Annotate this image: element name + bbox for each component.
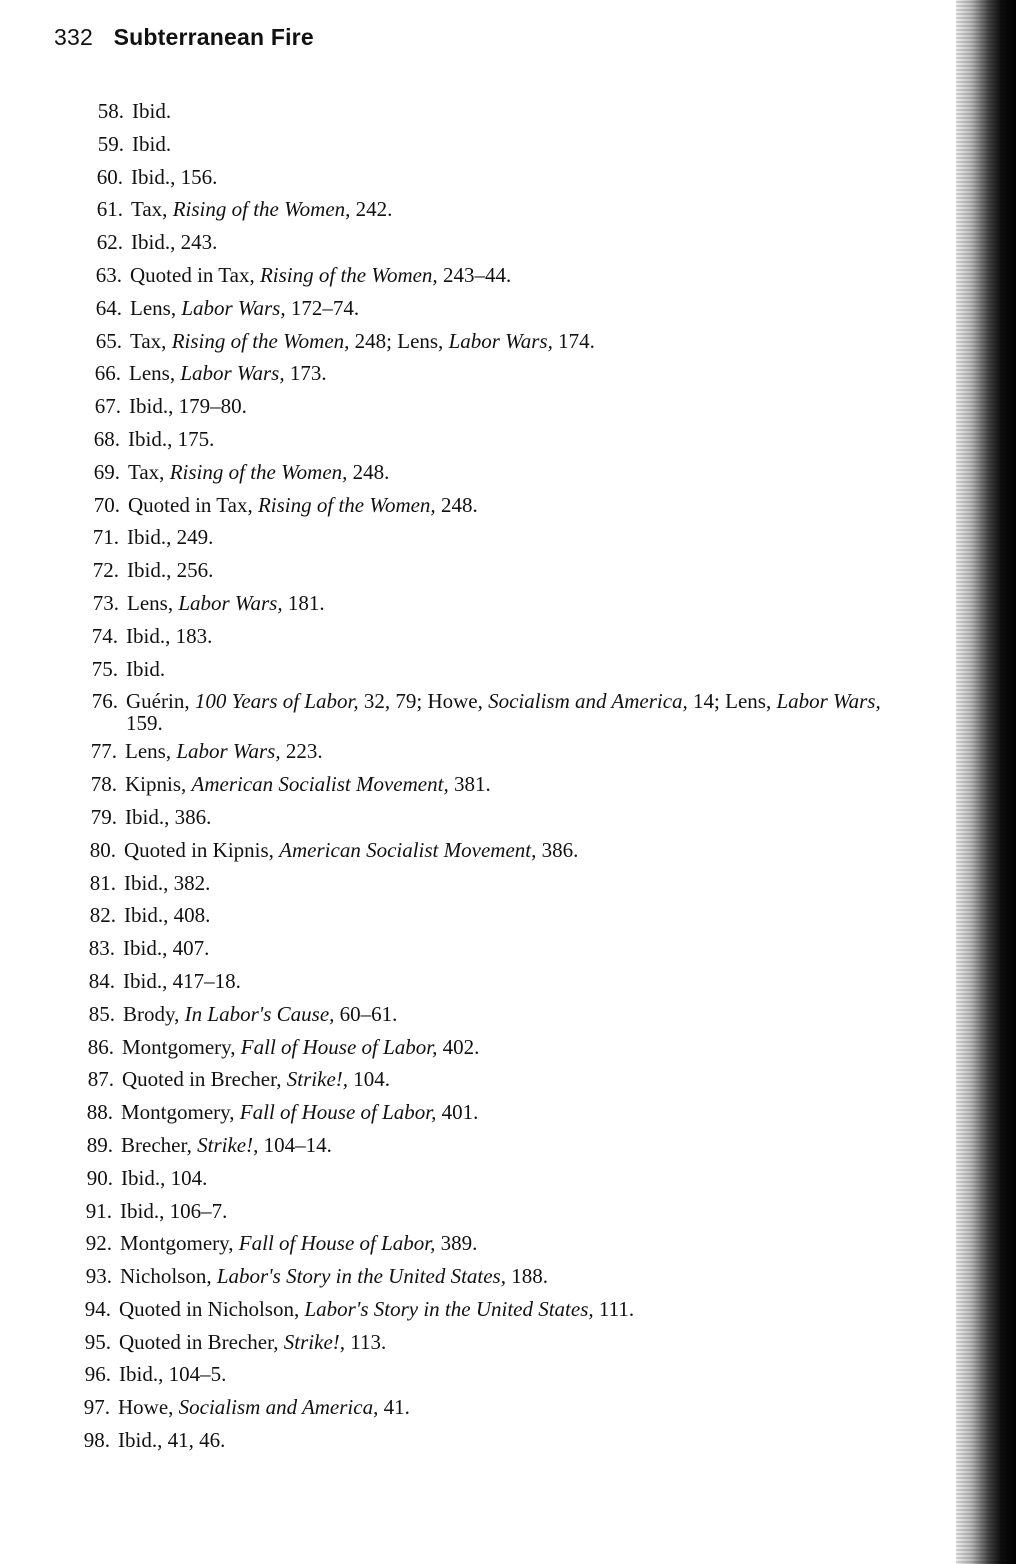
- endnote-number: 72.: [92, 558, 119, 583]
- endnote-title-segment: Labor's Story in the United States,: [216, 1264, 506, 1289]
- endnote-text-segment: Ibid., 407.: [123, 936, 210, 961]
- endnote: [0, 198, 940, 231]
- endnote-text: [118, 1429, 878, 1451]
- endnote-number: 71.: [92, 525, 119, 550]
- scan-edge-shadow: [956, 0, 1016, 1564]
- endnote: [0, 839, 940, 872]
- endnote-text-segment: 111.: [593, 1296, 635, 1321]
- endnote-text: [128, 461, 888, 483]
- endnote-number: 66.: [94, 361, 121, 386]
- endnote-text: [132, 100, 892, 122]
- endnote: [0, 1101, 940, 1134]
- endnote-title-segment: In Labor's Cause,: [184, 1001, 335, 1026]
- endnote: [0, 1003, 940, 1036]
- endnote-text: [125, 773, 885, 795]
- endnote-text-segment: Ibid., 249.: [127, 525, 214, 550]
- endnote: [0, 1429, 940, 1462]
- endnote-number: 89.: [86, 1132, 113, 1157]
- endnote: [0, 133, 940, 166]
- endnote-text-segment: Brecher,: [121, 1132, 198, 1157]
- endnote-text-segment: Tax,: [131, 197, 173, 222]
- endnote-text: [123, 970, 883, 992]
- endnote-text-segment: Lens,: [127, 590, 179, 615]
- endnote-number: 70.: [93, 492, 120, 517]
- endnote-title-segment: Strike!,: [197, 1132, 259, 1157]
- endnote-text: [132, 133, 892, 155]
- endnote-text-segment: Ibid., 106–7.: [120, 1198, 228, 1223]
- endnote-number: 58.: [97, 99, 124, 123]
- endnote-text-segment: 113.: [345, 1329, 387, 1354]
- endnote: [0, 1036, 940, 1069]
- endnote-text-segment: Ibid.: [126, 656, 166, 681]
- endnote-text-segment: Montgomery,: [122, 1034, 241, 1059]
- endnote-text: [126, 625, 886, 647]
- endnote-text: [124, 904, 884, 926]
- endnote-text-segment: Quoted in Kipnis,: [124, 837, 280, 862]
- endnote-text: [128, 494, 888, 516]
- endnote-text: [121, 1134, 881, 1156]
- endnote-text: [120, 1200, 880, 1222]
- endnote-text-segment: 104.: [348, 1067, 391, 1092]
- endnote-number: 61.: [96, 197, 123, 222]
- endnote-text-segment: 32, 79; Howe,: [358, 689, 489, 714]
- endnote-title-segment: 100 Years of Labor,: [194, 689, 359, 714]
- endnote-text-segment: 389.: [435, 1231, 478, 1256]
- endnote-number: 82.: [89, 903, 116, 928]
- endnote-text-segment: 248.: [347, 459, 390, 484]
- endnote-text-segment: Quoted in Brecher,: [119, 1329, 284, 1354]
- endnote-title-segment: Rising of the Women,: [172, 197, 351, 222]
- endnote: [0, 1331, 940, 1364]
- endnote: [0, 526, 940, 559]
- endnote: [0, 1265, 940, 1298]
- endnote-text: [124, 839, 884, 861]
- endnote: [0, 1363, 940, 1396]
- endnote-text: [127, 559, 887, 581]
- endnote-text-segment: Ibid., 41, 46.: [118, 1428, 226, 1453]
- endnote-title-segment: Labor Wars,: [178, 590, 283, 615]
- endnote-text-segment: 248.: [435, 492, 478, 517]
- endnote-text-segment: 159.: [126, 711, 163, 736]
- endnote-number: 85.: [88, 1001, 115, 1026]
- endnote-text: [120, 1265, 880, 1287]
- endnote-text-segment: 381.: [448, 772, 491, 797]
- endnote-text: [130, 264, 890, 286]
- endnote-text-segment: 248; Lens,: [349, 328, 449, 353]
- endnote-text: [126, 658, 886, 680]
- endnote-text-segment: Quoted in Brecher,: [122, 1067, 287, 1092]
- endnote: [0, 592, 940, 625]
- endnote-text: [131, 198, 891, 220]
- endnote-text: [128, 428, 888, 450]
- endnote-text: [130, 297, 890, 319]
- endnote-title-segment: Socialism and America,: [488, 689, 688, 714]
- endnote-text-segment: Brody,: [123, 1001, 185, 1026]
- endnote: [0, 461, 940, 494]
- endnote-number: 86.: [87, 1034, 114, 1059]
- endnote-title-segment: American Socialist Movement,: [191, 772, 449, 797]
- endnote-title-segment: Labor's Story in the United States,: [304, 1296, 594, 1321]
- endnote-text-segment: Lens,: [129, 361, 181, 386]
- endnote-number: 80.: [89, 837, 116, 862]
- running-head: [54, 24, 314, 51]
- endnote-number: 62.: [96, 230, 123, 255]
- endnote-text-segment: 223.: [280, 739, 323, 764]
- endnote-title-segment: Labor Wars,: [776, 689, 881, 714]
- endnote-title-segment: Labor Wars,: [176, 739, 281, 764]
- endnote-text-segment: Montgomery,: [121, 1100, 240, 1125]
- endnote-number: 76.: [91, 689, 118, 714]
- endnote-text: [129, 362, 889, 384]
- endnote-text-segment: Montgomery,: [120, 1231, 239, 1256]
- endnote-number: 68.: [93, 426, 120, 451]
- endnote-number: 90.: [86, 1165, 113, 1190]
- endnote-title-segment: Socialism and America,: [178, 1395, 379, 1420]
- endnote-title-segment: Rising of the Women,: [169, 459, 348, 484]
- endnote: [0, 1134, 940, 1167]
- endnote-text: [123, 1003, 883, 1025]
- endnote-text: [127, 526, 887, 548]
- endnote: [0, 1298, 940, 1331]
- endnote-text-segment: 41.: [378, 1395, 410, 1420]
- endnote-text: [130, 330, 890, 352]
- endnote-text: [129, 395, 889, 417]
- endnote: [0, 904, 940, 937]
- endnote-text-segment: Ibid., 417–18.: [123, 968, 241, 993]
- endnote: [0, 297, 940, 330]
- endnote-text-segment: Ibid.: [132, 131, 172, 156]
- endnote-text-segment: 188.: [505, 1264, 548, 1289]
- endnote: [0, 1068, 940, 1101]
- endnote-text-segment: 386.: [536, 837, 579, 862]
- endnote-number: 65.: [95, 328, 122, 353]
- endnote-text-segment: Ibid., 104–5.: [119, 1362, 227, 1387]
- endnote-text-segment: Ibid., 175.: [128, 426, 215, 451]
- endnote-text: [121, 1167, 881, 1189]
- endnote-text-segment: Kipnis,: [125, 772, 192, 797]
- endnote-text: [125, 740, 885, 762]
- endnote-text: [119, 1363, 879, 1385]
- endnote-text-segment: 14; Lens,: [687, 689, 777, 714]
- endnote-text-segment: Tax,: [128, 459, 170, 484]
- endnote-title-segment: Strike!,: [283, 1329, 346, 1354]
- endnote: [0, 1232, 940, 1265]
- endnote-text: [127, 592, 887, 614]
- endnote-text: [122, 1068, 882, 1090]
- endnote: [0, 559, 940, 592]
- endnote-text: [125, 806, 885, 828]
- endnote-text: [131, 166, 891, 188]
- endnote-text: [126, 690, 886, 734]
- endnote-number: 91.: [85, 1198, 112, 1223]
- endnote-number: 81.: [89, 870, 116, 895]
- endnote: [0, 658, 940, 691]
- endnote-text: [122, 1036, 882, 1058]
- endnote: [0, 100, 940, 133]
- endnote-text-segment: Nicholson,: [120, 1264, 217, 1289]
- endnote-text-segment: Ibid., 386.: [125, 804, 212, 829]
- endnote-text: [118, 1396, 878, 1418]
- endnote: [0, 494, 940, 527]
- endnote: [0, 1396, 940, 1429]
- endnote-number: 84.: [88, 968, 115, 993]
- endnote-text: [119, 1331, 879, 1353]
- endnote-text-segment: Quoted in Nicholson,: [119, 1296, 305, 1321]
- endnote-text-segment: Ibid., 156.: [131, 164, 218, 189]
- endnote-text: [131, 231, 891, 253]
- endnote-text-segment: 181.: [282, 590, 325, 615]
- endnote-text-segment: 402.: [437, 1034, 480, 1059]
- endnote: [0, 1200, 940, 1233]
- endnote: [0, 428, 940, 461]
- endnote-text-segment: Howe,: [118, 1395, 179, 1420]
- endnote: [0, 690, 940, 740]
- endnote-text-segment: Ibid., 408.: [124, 903, 211, 928]
- endnote-title-segment: Labor Wars,: [180, 361, 285, 386]
- endnote-number: 92.: [85, 1231, 112, 1256]
- endnote-number: 60.: [96, 164, 123, 189]
- endnote: [0, 970, 940, 1003]
- endnote-title-segment: Labor Wars,: [448, 328, 553, 353]
- endnote-text: [120, 1232, 880, 1254]
- endnote-number: 98.: [83, 1428, 110, 1453]
- endnote: [0, 740, 940, 773]
- endnote: [0, 330, 940, 363]
- endnote-text: [124, 872, 884, 894]
- endnote-number: 87.: [87, 1067, 114, 1092]
- endnote-text-segment: Tax,: [130, 328, 172, 353]
- endnote-text-segment: Ibid., 179–80.: [129, 394, 247, 419]
- endnote-number: 93.: [85, 1264, 112, 1289]
- endnote-number: 64.: [95, 295, 122, 320]
- running-title: Subterranean Fire: [113, 24, 314, 50]
- endnotes-list: [0, 100, 940, 1462]
- endnote: [0, 806, 940, 839]
- endnote-title-segment: Fall of House of Labor,: [238, 1231, 436, 1256]
- endnote-number: 88.: [86, 1100, 113, 1125]
- endnote-title-segment: Labor Wars,: [181, 295, 286, 320]
- endnote-text-segment: Ibid., 104.: [121, 1165, 208, 1190]
- endnote-text-segment: 401.: [436, 1100, 479, 1125]
- endnote-text-segment: Lens,: [130, 295, 182, 320]
- endnote-text-segment: 60–61.: [334, 1001, 398, 1026]
- endnote-text: [121, 1101, 881, 1123]
- endnote-text-segment: Ibid., 243.: [131, 230, 218, 255]
- endnote-number: 95.: [84, 1329, 111, 1354]
- endnote-text: [123, 937, 883, 959]
- endnote-text-segment: Ibid.: [132, 99, 172, 123]
- endnote-text-segment: 172–74.: [285, 295, 360, 320]
- endnote: [0, 872, 940, 905]
- endnote-text-segment: 174.: [552, 328, 595, 353]
- endnote-text-segment: 104–14.: [258, 1132, 332, 1157]
- endnote: [0, 166, 940, 199]
- endnote-number: 79.: [90, 804, 117, 829]
- endnote: [0, 1167, 940, 1200]
- endnote-number: 59.: [97, 131, 124, 156]
- endnote: [0, 231, 940, 264]
- endnote: [0, 362, 940, 395]
- endnote-text-segment: 242.: [350, 197, 393, 222]
- endnote-number: 75.: [91, 656, 118, 681]
- endnote: [0, 264, 940, 297]
- page-number: 332: [54, 24, 93, 50]
- endnote-number: 94.: [84, 1296, 111, 1321]
- endnote-number: 78.: [90, 772, 117, 797]
- endnote-text-segment: 173.: [284, 361, 327, 386]
- endnote-title-segment: Fall of House of Labor,: [239, 1100, 437, 1125]
- endnote: [0, 773, 940, 806]
- endnote-text-segment: Guérin,: [126, 689, 195, 714]
- endnote-text-segment: 243–44.: [437, 262, 512, 287]
- endnote-text-segment: Lens,: [125, 739, 177, 764]
- endnote: [0, 937, 940, 970]
- endnote-number: 63.: [95, 262, 122, 287]
- endnote: [0, 625, 940, 658]
- endnote-number: 73.: [92, 590, 119, 615]
- endnote-number: 77.: [90, 739, 117, 764]
- endnote-number: 83.: [88, 936, 115, 961]
- endnote-text-segment: Ibid., 256.: [127, 558, 214, 583]
- endnote-text-segment: Quoted in Tax,: [130, 262, 260, 287]
- endnote-text: [119, 1298, 879, 1320]
- endnote-number: 69.: [93, 459, 120, 484]
- endnote-title-segment: Rising of the Women,: [259, 262, 438, 287]
- endnote-number: 67.: [94, 394, 121, 419]
- endnote-title-segment: American Socialist Movement,: [279, 837, 537, 862]
- endnote-title-segment: Rising of the Women,: [171, 328, 350, 353]
- endnote-title-segment: Fall of House of Labor,: [240, 1034, 438, 1059]
- endnote-number: 96.: [84, 1362, 111, 1387]
- endnote-text-segment: Ibid., 382.: [124, 870, 211, 895]
- endnote-number: 74.: [91, 623, 118, 648]
- endnote-text-segment: Quoted in Tax,: [128, 492, 258, 517]
- endnote-number: 97.: [83, 1395, 110, 1420]
- endnote-title-segment: Rising of the Women,: [257, 492, 436, 517]
- endnote-text-segment: Ibid., 183.: [126, 623, 213, 648]
- endnote-title-segment: Strike!,: [286, 1067, 349, 1092]
- endnote: [0, 395, 940, 428]
